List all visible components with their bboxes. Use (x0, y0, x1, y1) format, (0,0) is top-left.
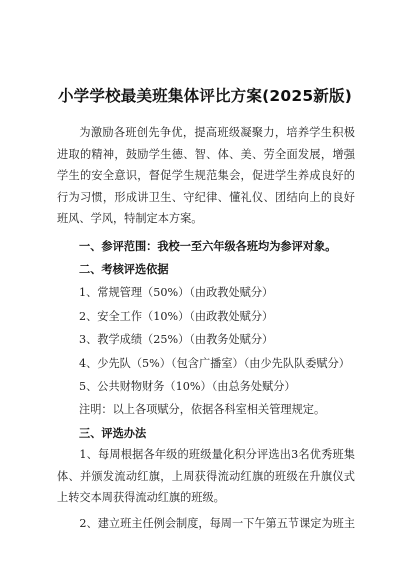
criteria-item: 2、安全工作（10%）（由政教处赋分） (79, 310, 274, 323)
method-1-paragraph: 1、每周根据各年级的班级量化积分评选出3名优秀班集体、并颁发流动红旗，上周获得流动红旗的班级在升旗仪式上转交本周获得流动红旗的班级。 (57, 448, 355, 504)
criteria-item: 5、公共财物财务（10%）（由总务处赋分） (79, 380, 296, 393)
document-title: 小学学校最美班集体评比方案(2025新版) (57, 87, 352, 105)
section-3-heading: 三、评选办法 (79, 427, 147, 440)
criteria-item: 1、常规管理（50%）（由政教处赋分） (79, 286, 274, 299)
criteria-item: 4、少先队（5%）（包含广播室）（由少先队队委赋分） (79, 357, 350, 370)
criteria-note: 注明：以上各项赋分，依据各科室相关管理规定。 (79, 403, 326, 416)
section-2-heading: 二、考核评选依据 (79, 263, 169, 276)
section-1-scope: 一、参评范围：我校一至六年级各班均为参评对象。 (79, 240, 337, 253)
intro-paragraph: 为激励各班创先争优，提高班级凝聚力，培养学生积极进取的精神，鼓励学生德、智、体、美、劳全面发展，增强学生的安全意识，督促学生规范集会，促进学生养成良好的行为习惯，形成讲卫生、守纪律、懂礼仪、团结向上的良好班风、学风，特制定本方案。 (57, 126, 355, 225)
method-2-paragraph: 2、建立班主任例会制度，每周一下午第五节课定为班主 (79, 517, 356, 530)
criteria-item: 3、教学成绩（25%）（由教务处赋分） (79, 333, 274, 346)
